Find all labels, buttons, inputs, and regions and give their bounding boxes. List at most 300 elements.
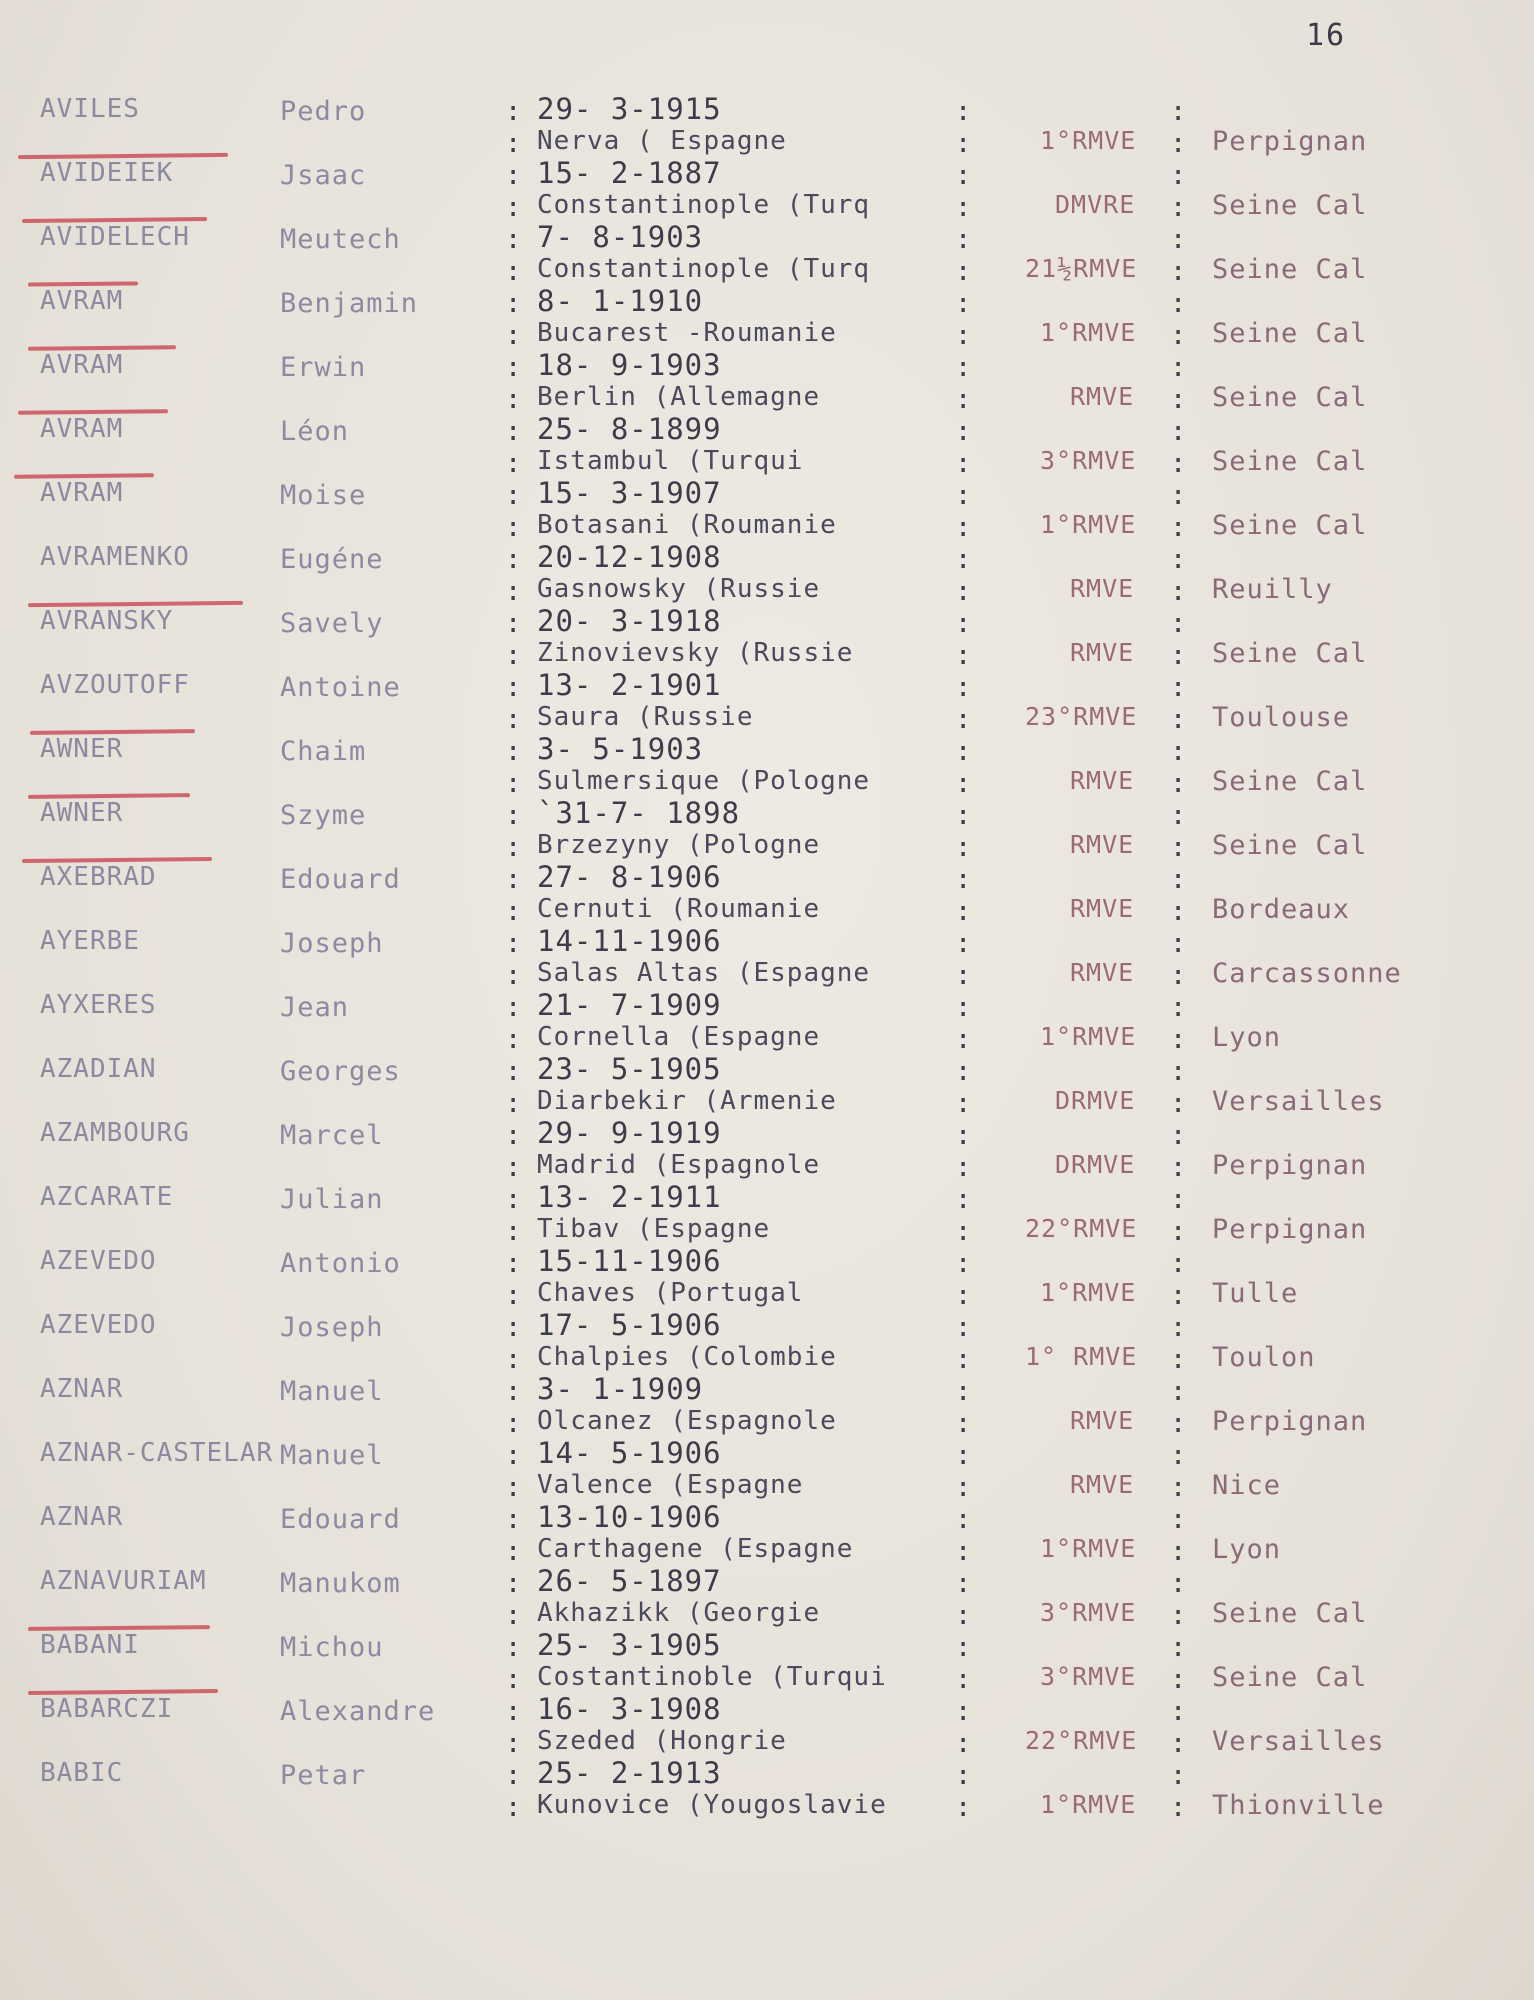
given-name: Alexandre — [280, 1696, 436, 1727]
separator-colon: : — [955, 1568, 973, 1599]
separator-colon: : — [955, 1152, 973, 1183]
surname: AZNAR-CASTELAR — [40, 1438, 274, 1468]
separator-colon: : — [1170, 448, 1188, 479]
separator-colon: : — [1170, 1760, 1188, 1791]
separator-colon: : — [1170, 96, 1188, 127]
separator-colon: : — [505, 512, 523, 543]
separator-colon: : — [955, 1248, 973, 1279]
birth-place: Tibav (Espagne — [537, 1214, 771, 1244]
birth-date: 29- 3-1915 — [537, 92, 722, 126]
register-entry — [0, 1756, 1534, 1823]
given-name: Petar — [280, 1760, 367, 1791]
register-entry — [0, 988, 1534, 1055]
register-entry — [0, 1116, 1534, 1183]
regiment: DRMVE — [1055, 1086, 1136, 1115]
register-entry — [0, 924, 1534, 991]
separator-colon: : — [505, 896, 523, 927]
regiment: 21½RMVE — [1025, 254, 1138, 283]
register-entry — [0, 604, 1534, 671]
birth-place: Cornella (Espagne — [537, 1022, 821, 1052]
separator-colon: : — [955, 192, 973, 223]
separator-colon: : — [505, 1632, 523, 1663]
regiment: RMVE — [1070, 1406, 1135, 1435]
birth-date: 14- 5-1906 — [537, 1436, 722, 1470]
red-pencil-underline — [28, 345, 176, 351]
depot: Seine Cal — [1212, 766, 1368, 797]
regiment: 1°RMVE — [1040, 510, 1137, 539]
depot: Seine Cal — [1212, 510, 1368, 541]
regiment: 1°RMVE — [1040, 1022, 1137, 1051]
separator-colon: : — [1170, 768, 1188, 799]
separator-colon: : — [1170, 1568, 1188, 1599]
given-name: Léon — [280, 416, 350, 447]
separator-colon: : — [1170, 640, 1188, 671]
depot: Versailles — [1212, 1726, 1385, 1757]
separator-colon: : — [955, 352, 973, 383]
given-name: Manuel — [280, 1376, 384, 1407]
depot: Perpignan — [1212, 1406, 1368, 1437]
surname: AZNAR — [40, 1374, 124, 1404]
separator-colon: : — [505, 576, 523, 607]
separator-colon: : — [955, 1408, 973, 1439]
separator-colon: : — [505, 1728, 523, 1759]
regiment: RMVE — [1070, 1470, 1135, 1499]
separator-colon: : — [955, 1376, 973, 1407]
separator-colon: : — [505, 1344, 523, 1375]
separator-colon: : — [1170, 672, 1188, 703]
surname: AZEVEDO — [40, 1310, 157, 1340]
separator-colon: : — [1170, 1376, 1188, 1407]
given-name: Eugéne — [280, 544, 384, 575]
birth-date: 13- 2-1901 — [537, 668, 722, 702]
birth-place: Kunovice (Yougoslavie — [537, 1790, 887, 1820]
depot: Tulle — [1212, 1278, 1299, 1309]
depot: Reuilly — [1212, 574, 1333, 605]
birth-place: Szeded (Hongrie — [537, 1726, 787, 1756]
red-pencil-underline — [14, 473, 154, 478]
surname: AVILES — [40, 94, 140, 124]
regiment: RMVE — [1070, 382, 1135, 411]
separator-colon: : — [505, 1312, 523, 1343]
register-entry — [0, 220, 1534, 287]
separator-colon: : — [1170, 160, 1188, 191]
separator-colon: : — [1170, 416, 1188, 447]
given-name: Antonio — [280, 1248, 401, 1279]
depot: Versailles — [1212, 1086, 1385, 1117]
separator-colon: : — [955, 1696, 973, 1727]
register-entry — [0, 1244, 1534, 1311]
depot: Perpignan — [1212, 1150, 1368, 1181]
separator-colon: : — [955, 1536, 973, 1567]
separator-colon: : — [505, 288, 523, 319]
register-entry — [0, 796, 1534, 863]
depot: Seine Cal — [1212, 318, 1368, 349]
separator-colon: : — [505, 448, 523, 479]
surname: AZADIAN — [40, 1054, 157, 1084]
birth-place: Gasnowsky (Russie — [537, 574, 821, 604]
regiment: DRMVE — [1055, 1150, 1136, 1179]
given-name: Benjamin — [280, 288, 419, 319]
given-name: Erwin — [280, 352, 367, 383]
given-name: Jsaac — [280, 160, 367, 191]
surname: AZCARATE — [40, 1182, 174, 1212]
regiment: 22°RMVE — [1025, 1214, 1138, 1243]
register-entry — [0, 1628, 1534, 1695]
register-entry — [0, 860, 1534, 927]
given-name: Savely — [280, 608, 384, 639]
separator-colon: : — [955, 1024, 973, 1055]
regiment: 23°RMVE — [1025, 702, 1138, 731]
birth-place: Nerva ( Espagne — [537, 126, 787, 156]
given-name: Pedro — [280, 96, 367, 127]
separator-colon: : — [505, 352, 523, 383]
separator-colon: : — [1170, 1184, 1188, 1215]
separator-colon: : — [1170, 1120, 1188, 1151]
birth-date: 16- 3-1908 — [537, 1692, 722, 1726]
surname: AZNAR — [40, 1502, 124, 1532]
separator-colon: : — [1170, 320, 1188, 351]
depot: Perpignan — [1212, 1214, 1368, 1245]
separator-colon: : — [955, 800, 973, 831]
depot: Bordeaux — [1212, 894, 1351, 925]
separator-colon: : — [1170, 736, 1188, 767]
birth-date: 29- 9-1919 — [537, 1116, 722, 1150]
separator-colon: : — [505, 768, 523, 799]
given-name: Joseph — [280, 1312, 384, 1343]
regiment: RMVE — [1070, 958, 1135, 987]
separator-colon: : — [955, 928, 973, 959]
separator-colon: : — [955, 640, 973, 671]
separator-colon: : — [1170, 896, 1188, 927]
depot: Toulouse — [1212, 702, 1351, 733]
separator-colon: : — [505, 736, 523, 767]
separator-colon: : — [1170, 1024, 1188, 1055]
regiment: RMVE — [1070, 766, 1135, 795]
separator-colon: : — [505, 1088, 523, 1119]
separator-colon: : — [1170, 704, 1188, 735]
separator-colon: : — [955, 736, 973, 767]
separator-colon: : — [505, 1056, 523, 1087]
separator-colon: : — [505, 1216, 523, 1247]
given-name: Manukom — [280, 1568, 401, 1599]
separator-colon: : — [505, 544, 523, 575]
separator-colon: : — [955, 672, 973, 703]
separator-colon: : — [955, 320, 973, 351]
red-pencil-underline — [18, 409, 168, 415]
separator-colon: : — [1170, 1152, 1188, 1183]
birth-date: 8- 1-1910 — [537, 284, 704, 318]
birth-date: 15- 2-1887 — [537, 156, 722, 190]
separator-colon: : — [1170, 1600, 1188, 1631]
depot: Seine Cal — [1212, 638, 1368, 669]
depot: Seine Cal — [1212, 446, 1368, 477]
surname: AZEVEDO — [40, 1246, 157, 1276]
separator-colon: : — [955, 1088, 973, 1119]
register-entry — [0, 1500, 1534, 1567]
register-entry — [0, 412, 1534, 479]
given-name: Edouard — [280, 864, 401, 895]
register-entry — [0, 540, 1534, 607]
surname: AVRAM — [40, 478, 124, 508]
given-name: Michou — [280, 1632, 384, 1663]
separator-colon: : — [1170, 544, 1188, 575]
register-entry — [0, 1180, 1534, 1247]
separator-colon: : — [1170, 192, 1188, 223]
separator-colon: : — [1170, 128, 1188, 159]
given-name: Manuel — [280, 1440, 384, 1471]
separator-colon: : — [505, 704, 523, 735]
separator-colon: : — [1170, 1728, 1188, 1759]
depot: Toulon — [1212, 1342, 1316, 1373]
separator-colon: : — [505, 256, 523, 287]
birth-date: 21- 7-1909 — [537, 988, 722, 1022]
separator-colon: : — [1170, 864, 1188, 895]
surname: AXEBRAD — [40, 862, 157, 892]
separator-colon: : — [955, 960, 973, 991]
separator-colon: : — [505, 1696, 523, 1727]
separator-colon: : — [505, 1024, 523, 1055]
separator-colon: : — [505, 832, 523, 863]
separator-colon: : — [955, 704, 973, 735]
separator-colon: : — [1170, 1472, 1188, 1503]
separator-colon: : — [505, 1536, 523, 1567]
surname: AVRAM — [40, 350, 124, 380]
register-entry — [0, 668, 1534, 735]
birth-place: Sulmersique (Pologne — [537, 766, 871, 796]
separator-colon: : — [1170, 1440, 1188, 1471]
birth-date: 27- 8-1906 — [537, 860, 722, 894]
depot: Seine Cal — [1212, 254, 1368, 285]
separator-colon: : — [955, 448, 973, 479]
separator-colon: : — [955, 1312, 973, 1343]
separator-colon: : — [955, 384, 973, 415]
separator-colon: : — [505, 1376, 523, 1407]
separator-colon: : — [955, 288, 973, 319]
birth-place: Diarbekir (Armenie — [537, 1086, 837, 1116]
birth-date: 7- 8-1903 — [537, 220, 704, 254]
regiment: 3°RMVE — [1040, 1598, 1137, 1627]
separator-colon: : — [955, 896, 973, 927]
separator-colon: : — [1170, 1056, 1188, 1087]
separator-colon: : — [1170, 1408, 1188, 1439]
separator-colon: : — [955, 864, 973, 895]
regiment: 1°RMVE — [1040, 1790, 1137, 1819]
surname: AVRAM — [40, 414, 124, 444]
separator-colon: : — [1170, 1280, 1188, 1311]
separator-colon: : — [1170, 1216, 1188, 1247]
birth-date: 18- 9-1903 — [537, 348, 722, 382]
separator-colon: : — [505, 1664, 523, 1695]
separator-colon: : — [1170, 1344, 1188, 1375]
separator-colon: : — [1170, 1664, 1188, 1695]
surname: AVRANSKY — [40, 606, 174, 636]
separator-colon: : — [955, 992, 973, 1023]
separator-colon: : — [505, 1120, 523, 1151]
separator-colon: : — [505, 1440, 523, 1471]
separator-colon: : — [1170, 1696, 1188, 1727]
separator-colon: : — [955, 1760, 973, 1791]
register-entry — [0, 1052, 1534, 1119]
separator-colon: : — [955, 1344, 973, 1375]
separator-colon: : — [505, 1248, 523, 1279]
separator-colon: : — [1170, 800, 1188, 831]
birth-date: 17- 5-1906 — [537, 1308, 722, 1342]
separator-colon: : — [505, 800, 523, 831]
register-entry — [0, 284, 1534, 351]
separator-colon: : — [1170, 352, 1188, 383]
regiment: 1°RMVE — [1040, 126, 1137, 155]
separator-colon: : — [955, 1792, 973, 1823]
separator-colon: : — [505, 960, 523, 991]
separator-colon: : — [955, 512, 973, 543]
separator-colon: : — [1170, 1248, 1188, 1279]
separator-colon: : — [955, 608, 973, 639]
separator-colon: : — [1170, 832, 1188, 863]
separator-colon: : — [505, 160, 523, 191]
separator-colon: : — [1170, 960, 1188, 991]
register-entry — [0, 476, 1534, 543]
separator-colon: : — [505, 96, 523, 127]
separator-colon: : — [1170, 224, 1188, 255]
register-entry — [0, 92, 1534, 159]
given-name: Edouard — [280, 1504, 401, 1535]
separator-colon: : — [505, 384, 523, 415]
depot: Seine Cal — [1212, 190, 1368, 221]
birth-place: Constantinople (Turq — [537, 190, 871, 220]
regiment: DMVRE — [1055, 190, 1136, 219]
separator-colon: : — [955, 1504, 973, 1535]
separator-colon: : — [505, 1760, 523, 1791]
regiment: RMVE — [1070, 894, 1135, 923]
birth-place: Bucarest -Roumanie — [537, 318, 837, 348]
given-name: Szyme — [280, 800, 367, 831]
given-name: Jean — [280, 992, 350, 1023]
separator-colon: : — [505, 672, 523, 703]
regiment: 22°RMVE — [1025, 1726, 1138, 1755]
depot: Seine Cal — [1212, 1662, 1368, 1693]
separator-colon: : — [505, 1184, 523, 1215]
birth-date: 23- 5-1905 — [537, 1052, 722, 1086]
birth-date: 3- 1-1909 — [537, 1372, 704, 1406]
separator-colon: : — [955, 96, 973, 127]
birth-date: 14-11-1906 — [537, 924, 722, 958]
separator-colon: : — [955, 1120, 973, 1151]
birth-place: Valence (Espagne — [537, 1470, 804, 1500]
separator-colon: : — [955, 544, 973, 575]
separator-colon: : — [505, 320, 523, 351]
separator-colon: : — [505, 192, 523, 223]
separator-colon: : — [955, 576, 973, 607]
surname: AWNER — [40, 798, 124, 828]
birth-date: 3- 5-1903 — [537, 732, 704, 766]
surname: AWNER — [40, 734, 124, 764]
separator-colon: : — [955, 256, 973, 287]
surname: BABARCZI — [40, 1694, 174, 1724]
register-entry — [0, 1308, 1534, 1375]
surname: AYERBE — [40, 926, 140, 956]
register-entry — [0, 1564, 1534, 1631]
given-name: Chaim — [280, 736, 367, 767]
separator-colon: : — [1170, 1792, 1188, 1823]
surname: AZAMBOURG — [40, 1118, 190, 1148]
separator-colon: : — [1170, 992, 1188, 1023]
surname: AVRAM — [40, 286, 124, 316]
separator-colon: : — [955, 768, 973, 799]
given-name: Julian — [280, 1184, 384, 1215]
register-entry — [0, 156, 1534, 223]
birth-place: Zinovievsky (Russie — [537, 638, 854, 668]
separator-colon: : — [505, 416, 523, 447]
separator-colon: : — [1170, 384, 1188, 415]
regiment: RMVE — [1070, 574, 1135, 603]
red-pencil-underline — [28, 793, 190, 799]
separator-colon: : — [955, 224, 973, 255]
separator-colon: : — [955, 832, 973, 863]
birth-place: Berlin (Allemagne — [537, 382, 821, 412]
register-entry — [0, 348, 1534, 415]
given-name: Marcel — [280, 1120, 384, 1151]
surname: AVRAMENKO — [40, 542, 190, 572]
separator-colon: : — [505, 128, 523, 159]
depot: Thionville — [1212, 1790, 1385, 1821]
birth-place: Madrid (Espagnole — [537, 1150, 821, 1180]
separator-colon: : — [505, 480, 523, 511]
separator-colon: : — [505, 608, 523, 639]
separator-colon: : — [955, 1216, 973, 1247]
separator-colon: : — [505, 1408, 523, 1439]
depot: Lyon — [1212, 1022, 1282, 1053]
separator-colon: : — [1170, 928, 1188, 959]
register-entry — [0, 732, 1534, 799]
depot: Carcassonne — [1212, 958, 1402, 989]
separator-colon: : — [955, 128, 973, 159]
regiment: 1°RMVE — [1040, 1278, 1137, 1307]
separator-colon: : — [505, 1600, 523, 1631]
surname: AVIDEIEK — [40, 158, 174, 188]
separator-colon: : — [505, 1504, 523, 1535]
separator-colon: : — [1170, 608, 1188, 639]
separator-colon: : — [955, 1728, 973, 1759]
separator-colon: : — [505, 1280, 523, 1311]
register-entry — [0, 1372, 1534, 1439]
separator-colon: : — [1170, 1536, 1188, 1567]
separator-colon: : — [1170, 480, 1188, 511]
birth-place: Chalpies (Colombie — [537, 1342, 837, 1372]
birth-place: Botasani (Roumanie — [537, 510, 837, 540]
surname: AZNAVURIAM — [40, 1566, 207, 1596]
regiment: 1°RMVE — [1040, 1534, 1137, 1563]
regiment: RMVE — [1070, 638, 1135, 667]
separator-colon: : — [1170, 1312, 1188, 1343]
birth-place: Cernuti (Roumanie — [537, 894, 821, 924]
depot: Seine Cal — [1212, 830, 1368, 861]
separator-colon: : — [505, 1472, 523, 1503]
birth-date: 25- 3-1905 — [537, 1628, 722, 1662]
separator-colon: : — [955, 416, 973, 447]
separator-colon: : — [505, 864, 523, 895]
depot: Seine Cal — [1212, 382, 1368, 413]
given-name: Joseph — [280, 928, 384, 959]
separator-colon: : — [955, 1056, 973, 1087]
birth-date: 15- 3-1907 — [537, 476, 722, 510]
separator-colon: : — [505, 1568, 523, 1599]
birth-date: 13-10-1906 — [537, 1500, 722, 1534]
birth-date: 25- 2-1913 — [537, 1756, 722, 1790]
separator-colon: : — [955, 160, 973, 191]
regiment: 3°RMVE — [1040, 446, 1137, 475]
separator-colon: : — [505, 1792, 523, 1823]
given-name: Antoine — [280, 672, 401, 703]
